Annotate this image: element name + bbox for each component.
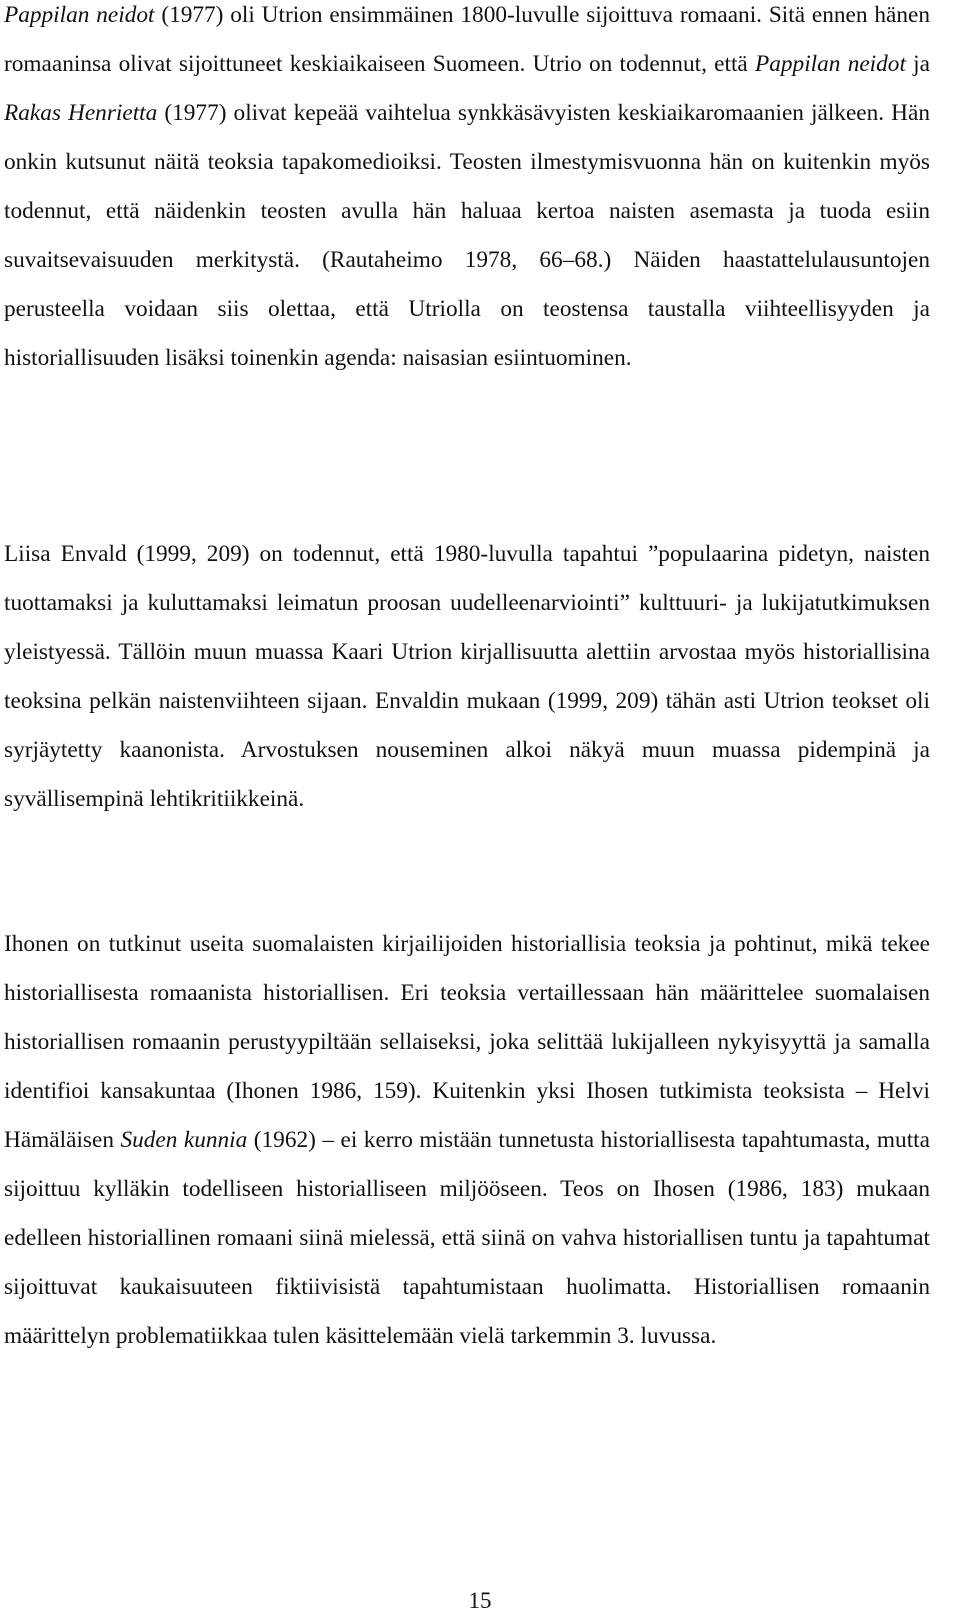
book-title: Pappilan neidot — [4, 2, 155, 28]
paragraph-text: (1977) olivat kepeää vaihtelua synkkäsävyisten keskiaikaromaanien jälkeen. Hän onkin kutsunut näitä teoksia tapakomedioiksi. Teosten ilmestymisvuonna hän on kuitenkin myös todennut, että näidenkin teosten avulla hän haluaa kertoa naisten asemasta ja tuoda esiin suvaitsevaisuuden merkitystä. (Rautaheimo 1978, 66–68.) Näiden haastattelulausuntojen perusteella voidaan siis olettaa, että Utriolla on teostensa taustalla viihteellisyyden ja historiallisuuden lisäksi toinenkin agenda: naisasian esiintuominen. — [4, 100, 930, 371]
book-title: Rakas Henrietta — [4, 100, 158, 126]
paragraph-3 — [4, 920, 930, 1361]
paragraph-text: (1962) – ei kerro mistään tunnetusta historiallisesta tapahtumasta, mutta sijoittuu kylläkin todelliseen historialliseen miljööseen. Teos on Ihosen (1986, 183) mukaan edelleen historiallinen romaani siinä mielessä, että siinä on vahva historiallisen tuntu ja tapahtumat sijoittuvat kaukaisuuteen fiktiivisistä tapahtumistaan huolimatta. Historiallisen romaanin määrittelyn problematiikkaa tulen käsittelemään vielä tarkemmin 3. luvussa. — [4, 1127, 930, 1349]
page-number: 15 — [468, 1588, 492, 1613]
paragraph-text: ja — [905, 51, 930, 77]
paragraph-text: (1977) oli Utrion ensimmäinen 1800-luvulle sijoittuva romaani. Sitä ennen hänen romaaninsa olivat sijoittuneet keskiaikaiseen Suomeen. Utrio on todennut, että — [4, 2, 930, 77]
book-title: Suden kunnia — [120, 1127, 248, 1153]
paragraph-2 — [4, 530, 930, 824]
paragraph-1 — [4, 0, 930, 383]
book-title: Pappilan neidot — [755, 51, 906, 77]
paragraph-text: Ihonen on tutkinut useita suomalaisten kirjailijoiden historiallisia teoksia ja pohtinut, mikä tekee historiallisesta romaanista historiallisen. Eri teoksia vertaillessaan hän määrittelee suomalaisen historiallisen romaanin perustyypiltään sellaiseksi, joka selittää lukijalleen nykyisyyttä ja samalla identifioi kansakuntaa (Ihonen 1986, 159). Kuitenkin yksi Ihosen tutkimista teoksista – Helvi Hämäläisen — [4, 931, 930, 1153]
paragraph-text: Liisa Envald (1999, 209) on todennut, että 1980-luvulla tapahtui ”populaarina pidetyn, naisten tuottamaksi ja kuluttamaksi leimatun proosan uudelleenarviointi” kulttuuri- ja lukijatutkimuksen yleistyessä. Tällöin muun muassa Kaari Utrion kirjallisuutta alettiin arvostaa myös historiallisina teoksina pelkän naistenviihteen sijaan. Envaldin mukaan (1999, 209) tähän asti Utrion teokset oli syrjäytetty kaanonista. Arvostuksen nouseminen alkoi näkyä muun muassa pidempinä ja syvällisempinä lehtikritiikkeinä. — [4, 541, 930, 812]
